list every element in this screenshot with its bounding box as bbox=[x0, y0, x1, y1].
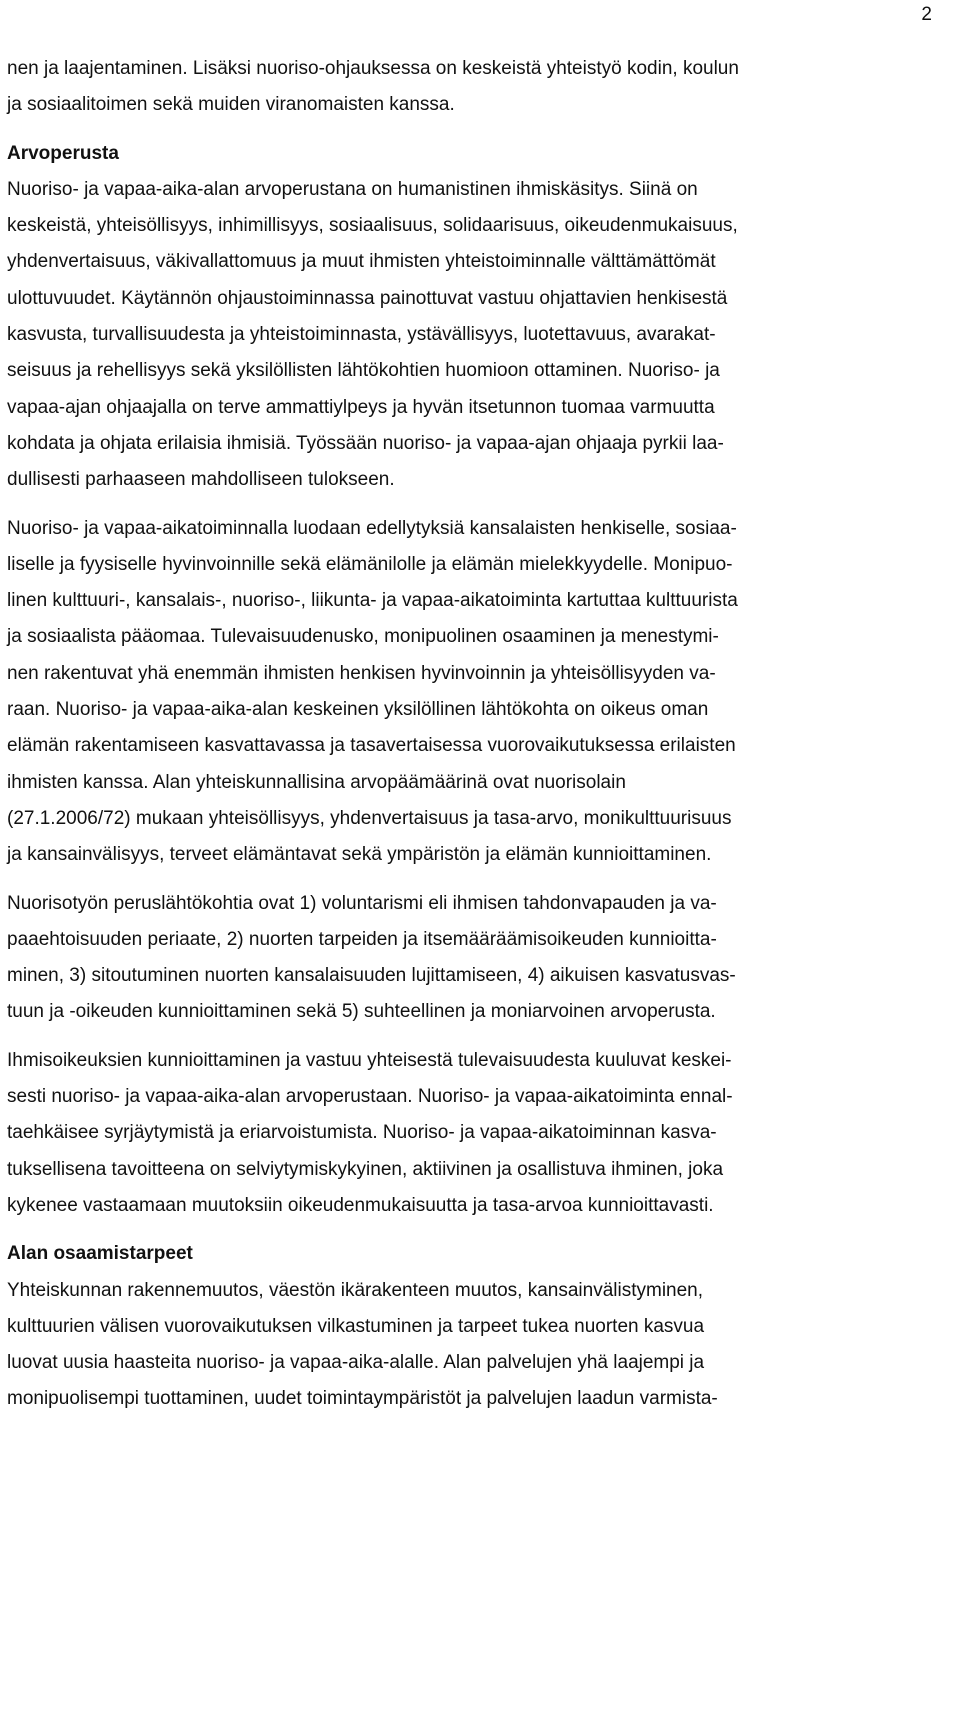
text-line: keskeistä, yhteisöllisyys, inhimillisyys, sosiaalisuus, solidaarisuus, oikeudenmukaisuus, bbox=[7, 215, 738, 237]
paragraph-block bbox=[7, 51, 932, 124]
page-number: 2 bbox=[921, 4, 932, 25]
text-line: yhdenvertaisuus, väkivallattomuus ja muut ihmisten yhteistoiminnalle välttämättömät bbox=[7, 251, 716, 273]
text-line: monipuolisempi tuottaminen, uudet toimintaympäristöt ja palvelujen laadun varmista- bbox=[7, 1388, 718, 1410]
section-heading: Arvoperusta bbox=[7, 142, 119, 164]
text-line: ja sosiaalista pääomaa. Tulevaisuudenusko, monipuolinen osaaminen ja menestymi- bbox=[7, 626, 719, 648]
text-line: Nuorisotyön peruslähtökohtia ovat 1) voluntarismi eli ihmisen tahdonvapauden ja va- bbox=[7, 892, 717, 914]
text-line: Nuoriso- ja vapaa-aika-alan arvoperustana on humanistinen ihmiskäsitys. Siinä on bbox=[7, 178, 698, 200]
text-line: liselle ja fyysiselle hyvinvoinnille sekä elämänilolle ja elämän mielekkyydelle. Monipuo- bbox=[7, 553, 733, 575]
paragraph-block bbox=[7, 136, 932, 499]
text-line: raan. Nuoriso- ja vapaa-aika-alan keskeinen yksilöllinen lähtökohta on oikeus oman bbox=[7, 699, 709, 721]
paragraph-block bbox=[7, 511, 932, 874]
text-line: Yhteiskunnan rakennemuutos, väestön ikärakenteen muutos, kansainvälistyminen, bbox=[7, 1279, 704, 1301]
document-body bbox=[7, 51, 932, 1418]
text-line: seisuus ja rehellisyys sekä yksilöllisten lähtökohtien huomioon ottaminen. Nuoriso- ja bbox=[7, 360, 720, 382]
text-line: kohdata ja ohjata erilaisia ihmisiä. Työssään nuoriso- ja vapaa-ajan ohjaaja pyrkii laa- bbox=[7, 432, 724, 454]
paragraph-gap bbox=[7, 124, 932, 136]
text-line: tuksellisena tavoitteena on selviytymiskykyinen, aktiivinen ja osallistuva ihminen, joka bbox=[7, 1158, 724, 1180]
text-line: ulottuvuudet. Käytännön ohjaustoiminnassa painottuvat vastuu ohjattavien henkisestä bbox=[7, 287, 728, 309]
paragraph-gap bbox=[7, 1031, 932, 1043]
text-line: nen ja laajentaminen. Lisäksi nuoriso-ohjauksessa on keskeistä yhteistyö kodin, koulun bbox=[7, 58, 739, 79]
text-line: minen, 3) sitoutuminen nuorten kansalaisuuden lujittamiseen, 4) aikuisen kasvatusvas- bbox=[7, 965, 736, 987]
section-heading: Alan osaamistarpeet bbox=[7, 1243, 193, 1265]
text-line: (27.1.2006/72) mukaan yhteisöllisyys, yhdenvertaisuus ja tasa-arvo, monikulttuurisuus bbox=[7, 807, 732, 829]
paragraph-gap bbox=[7, 874, 932, 886]
text-line: ihmisten kanssa. Alan yhteiskunnallisina arvopäämäärinä ovat nuorisolain bbox=[7, 771, 626, 793]
text-line: ja kansainvälisyys, terveet elämäntavat sekä ympäristön ja elämän kunnioittaminen. bbox=[7, 844, 712, 866]
paragraph-block bbox=[7, 886, 932, 1031]
paragraph-block bbox=[7, 1236, 932, 1417]
paragraph-gap bbox=[7, 499, 932, 511]
paragraph-gap bbox=[7, 1224, 932, 1236]
text-line: tuun ja -oikeuden kunnioittaminen sekä 5) suhteellinen ja moniarvoinen arvoperusta. bbox=[7, 1001, 716, 1023]
paragraph-block bbox=[7, 1043, 932, 1224]
text-line: kykenee vastaamaan muutoksiin oikeudenmukaisuutta ja tasa-arvoa kunnioittavasti. bbox=[7, 1194, 714, 1216]
text-line: taehkäisee syrjäytymistä ja eriarvoistumista. Nuoriso- ja vapaa-aikatoiminnan kasva- bbox=[7, 1122, 717, 1144]
text-line: ja sosiaalitoimen sekä muiden viranomaisten kanssa. bbox=[7, 94, 455, 116]
text-line: nen rakentuvat yhä enemmän ihmisten henkisen hyvinvoinnin ja yhteisöllisyyden va- bbox=[7, 662, 716, 684]
text-line: linen kulttuuri-, kansalais-, nuoriso-, liikunta- ja vapaa-aikatoiminta kartuttaa kulttuurista bbox=[7, 590, 738, 612]
text-line: dullisesti parhaaseen mahdolliseen tulokseen. bbox=[7, 469, 395, 491]
text-line: luovat uusia haasteita nuoriso- ja vapaa-aika-alalle. Alan palvelujen yhä laajempi ja bbox=[7, 1352, 705, 1374]
text-line: kasvusta, turvallisuudesta ja yhteistoiminnasta, ystävällisyys, luotettavuus, avarakat- bbox=[7, 324, 716, 346]
text-line: Ihmisoikeuksien kunnioittaminen ja vastuu yhteisestä tulevaisuudesta kuuluvat keskei- bbox=[7, 1049, 732, 1071]
text-line: elämän rakentamiseen kasvattavassa ja tasavertaisessa vuorovaikutuksessa erilaisten bbox=[7, 735, 736, 757]
text-line: kulttuurien välisen vuorovaikutuksen vilkastuminen ja tarpeet tukea nuorten kasvua bbox=[7, 1315, 705, 1337]
text-line: sesti nuoriso- ja vapaa-aika-alan arvoperustaan. Nuoriso- ja vapaa-aikatoiminta ennal- bbox=[7, 1086, 733, 1108]
text-line: paaehtoisuuden periaate, 2) nuorten tarpeiden ja itsemääräämisoikeuden kunnioitta- bbox=[7, 928, 717, 950]
text-line: vapaa-ajan ohjaajalla on terve ammattiylpeys ja hyvän itsetunnon tuomaa varmuutta bbox=[7, 396, 715, 418]
text-line: Nuoriso- ja vapaa-aikatoiminnalla luodaan edellytyksiä kansalaisten henkiselle, sosiaa- bbox=[7, 517, 737, 539]
